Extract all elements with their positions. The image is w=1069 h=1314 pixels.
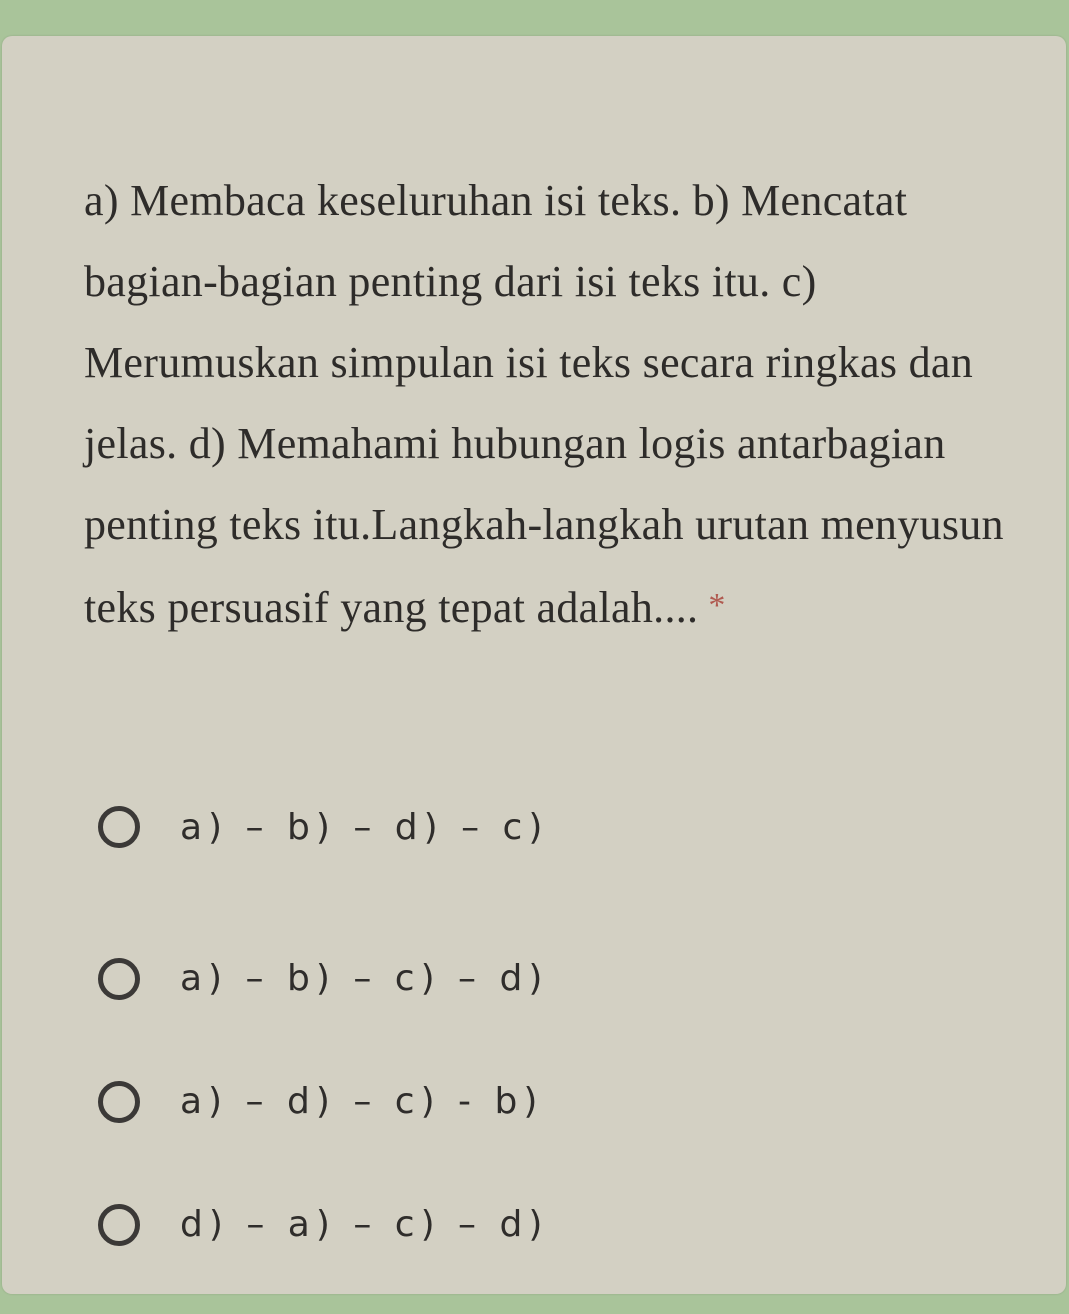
radio-circle-icon[interactable] bbox=[98, 958, 140, 1000]
required-asterisk: * bbox=[708, 587, 726, 624]
option-label: a) – d) – c) - b) bbox=[180, 1081, 544, 1122]
radio-circle-icon[interactable] bbox=[98, 1204, 140, 1246]
option-label: a) – b) – d) – c) bbox=[180, 806, 549, 848]
option-label: a) – b) – c) – d) bbox=[180, 958, 549, 999]
question-body: a) Membaca keseluruhan isi teks. b) Mencatat bagian-bagian penting dari isi teks itu. c) Merumuskan simpulan isi teks secara ringkas dan jelas. d) Memahami hubungan logis antarbagian penting teks itu.Langkah-langkah urutan menyusun teks persuasif yang tepat adalah.... bbox=[84, 176, 1004, 632]
option-1[interactable] bbox=[98, 794, 798, 860]
radio-circle-icon[interactable] bbox=[98, 1081, 140, 1123]
option-3[interactable] bbox=[98, 1040, 798, 1163]
question-card bbox=[2, 36, 1066, 1294]
question-text bbox=[84, 160, 1004, 648]
option-4[interactable] bbox=[98, 1163, 798, 1286]
answer-options bbox=[98, 794, 798, 1286]
option-2[interactable] bbox=[98, 917, 798, 1040]
option-label: d) – a) – c) – d) bbox=[180, 1204, 549, 1245]
radio-circle-icon[interactable] bbox=[98, 806, 140, 848]
